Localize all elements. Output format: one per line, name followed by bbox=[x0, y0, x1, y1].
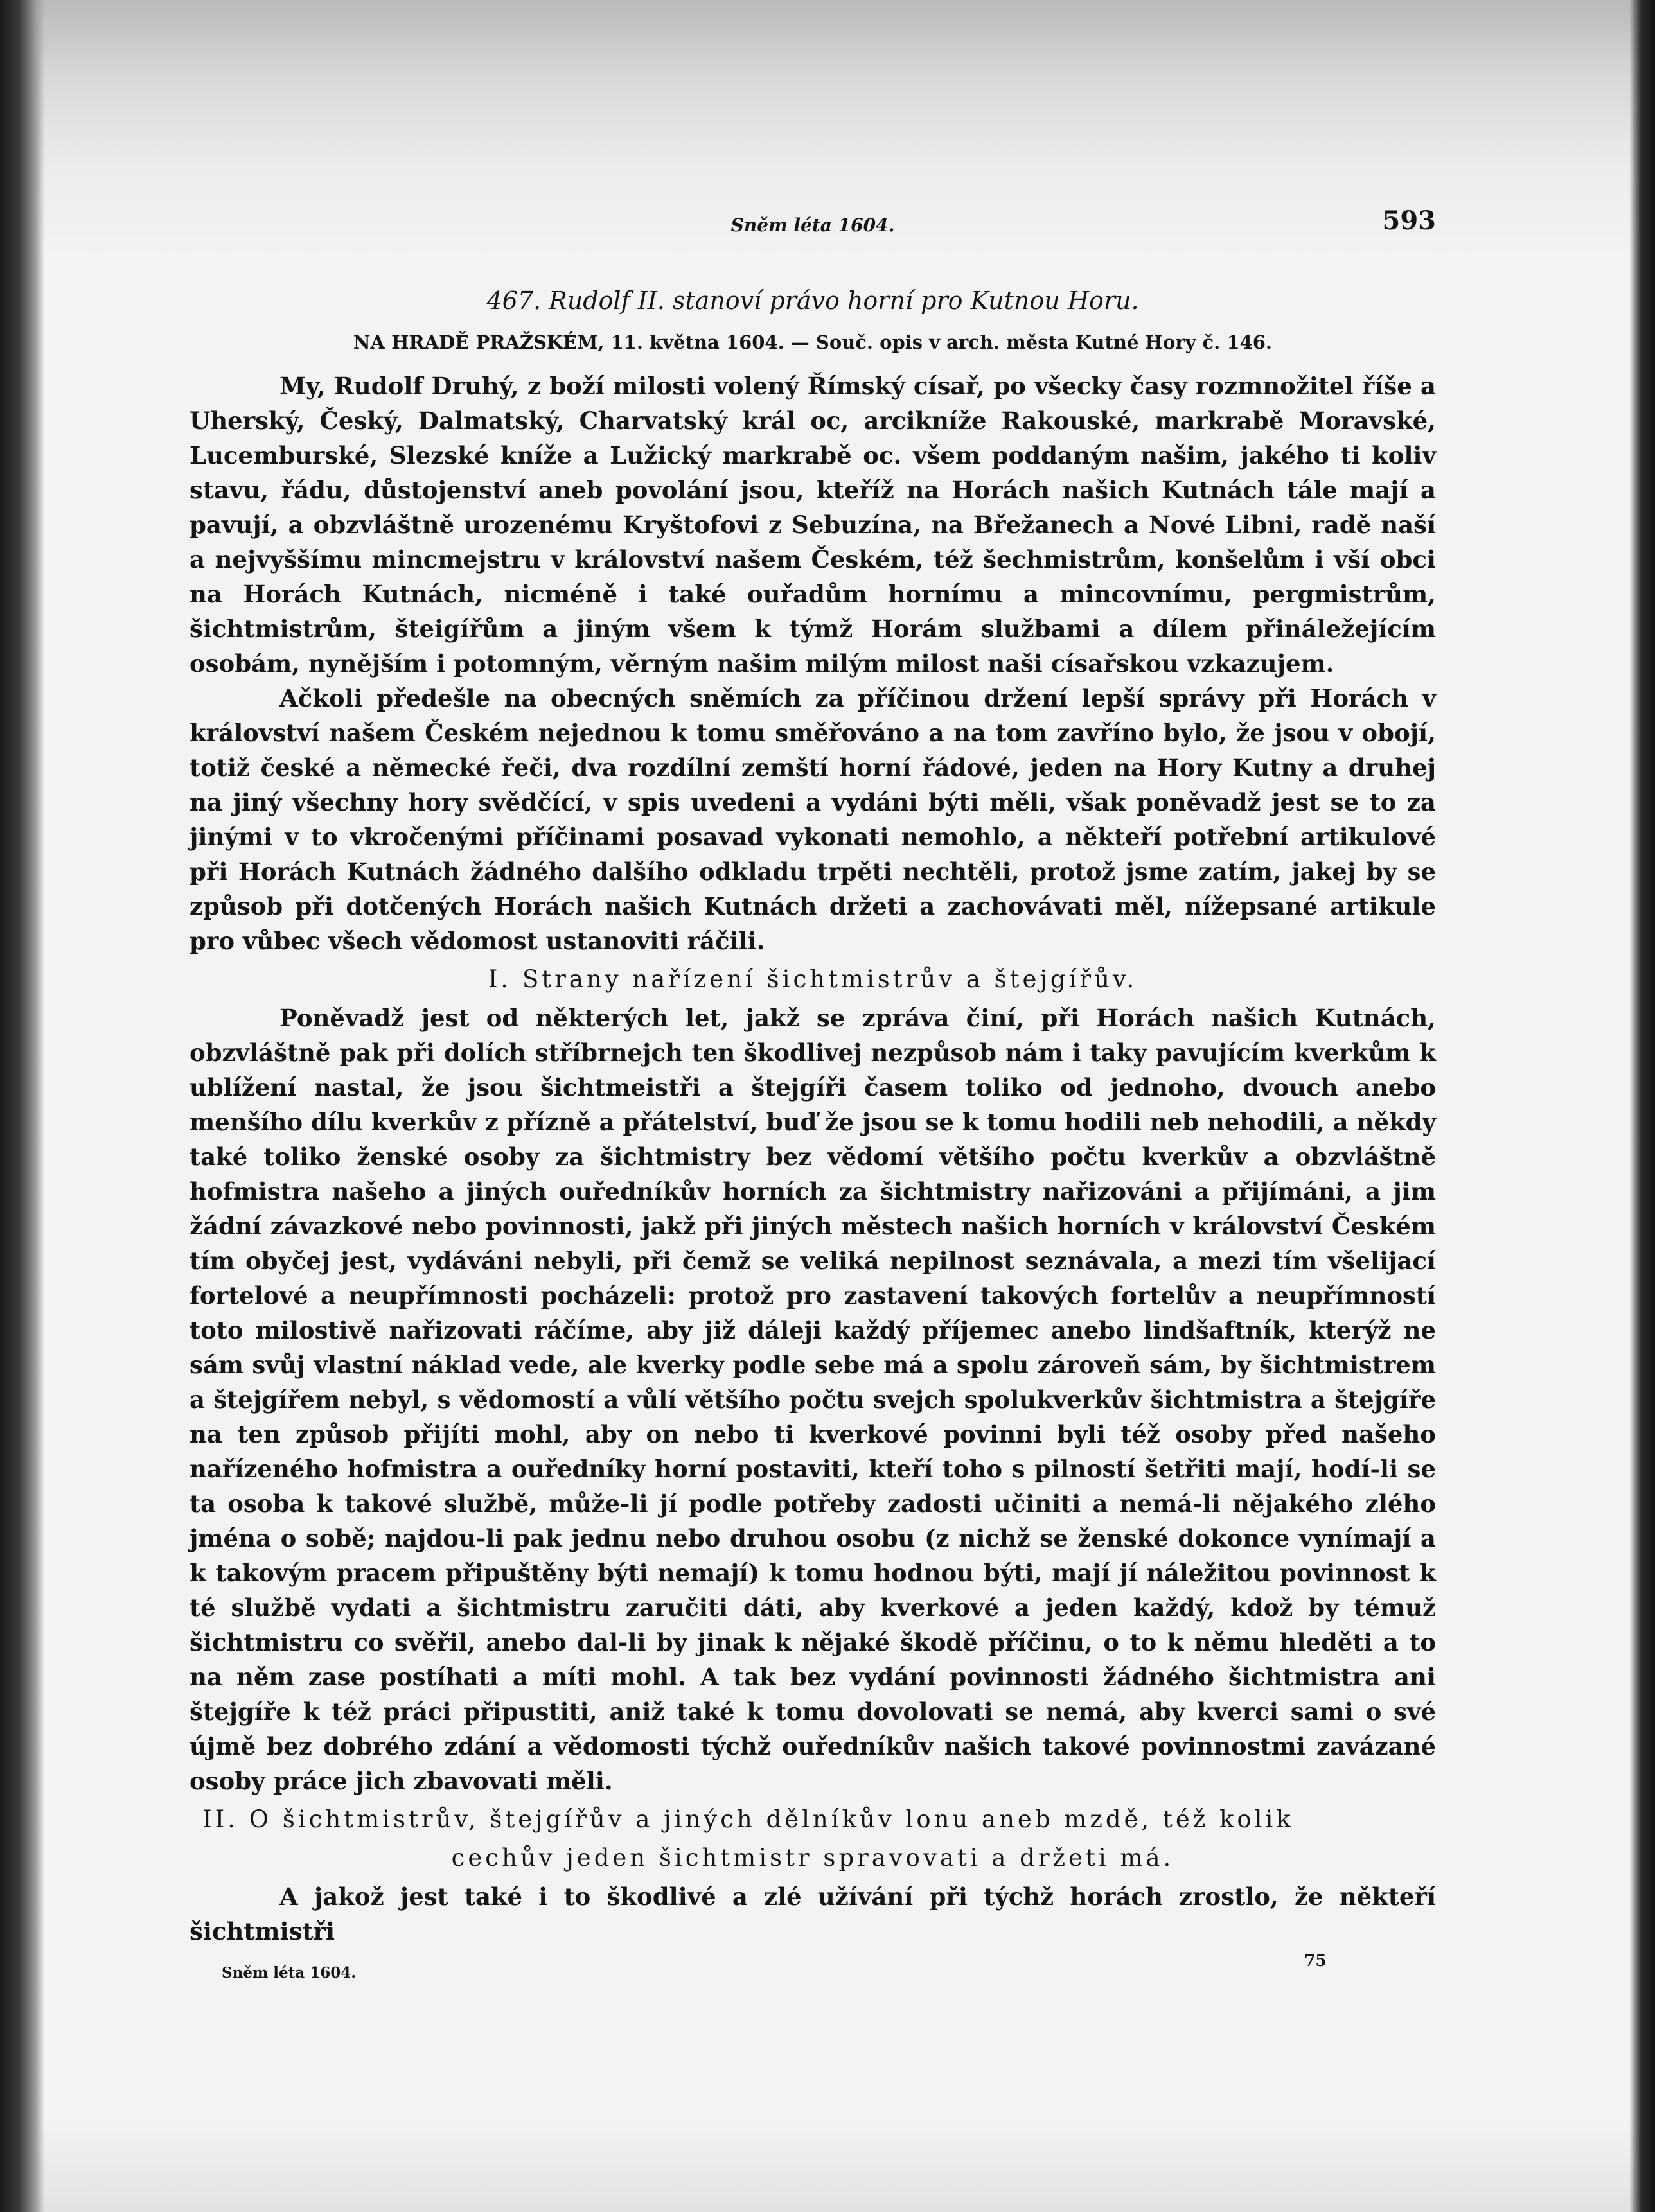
document-body bbox=[190, 369, 1436, 1949]
document-source: NA HRADĚ PRAŽSKÉM, 11. května 1604. — Souč. opis v arch. města Kutné Hory č. 146. bbox=[353, 331, 1272, 353]
page-footer bbox=[190, 1951, 1436, 1990]
footer-sheet-number: 75 bbox=[1304, 1951, 1327, 1970]
section-2-heading-line-1: II. O šichtmistrův, štejgířův a jiných dělníkův lonu aneb mzdě, též kolik bbox=[202, 1805, 1294, 1833]
footer-signature: Sněm léta 1604. bbox=[222, 1964, 357, 1981]
document-title-text: Rudolf II. stanoví právo horní pro Kutnou Horu. bbox=[549, 286, 1139, 315]
running-title: Sněm léta 1604. bbox=[730, 215, 895, 236]
section-1-heading: I. Strany nařízení šichtmistrův a štejgířův. bbox=[488, 965, 1138, 993]
scan-shadow-right bbox=[1629, 0, 1655, 2212]
document-title bbox=[190, 286, 1436, 315]
document-number: 467. bbox=[486, 286, 542, 315]
paragraph-intro: My, Rudolf Druhý, z boží milosti volený Římský císař, po všecky časy rozmnožitel říše a Uherský, Český, Dalmatský, Charvatský král oc, arcikníže Rakouské, markrabě Moravské, Lucemburské, Slezské kníže a Lužický markrabě oc. všem poddaným našim, jakého ti koliv stavu, řádu, důstojenství aneb povolání jsou, kteříž na Horách našich Kutnách tále mají a pavují, a obzvláštně urozenému Kryštofovi z Sebuzína, na Břežanech a Nové Libni, radě naší a nejvyššímu mincmejstru v království našem Českém, též šechmistrům, konšelům i vší obci na Horách Kutnách, nicméně i také ouřadům hornímu a mincovnímu, pergmistrům, šichtmistrům, šteigířům a jiným všem k týmž Horám službami a dílem přináležejícím osobám, nynějším i potomným, věrným našim milým milost naši císařskou vzkazujem. bbox=[190, 372, 1436, 678]
paragraph-preamble: Ačkoli předešle na obecných sněmích za příčinou držení lepší správy při Horách v království našem Českém nejednou k tomu směřováno a na tom zavříno bylo, že jsou v obojí, totiž české a německé řeči, dva rozdílní zemští horní řádové, jeden na Hory Kutny a druhej na jiný všechny hory svědčící, v spis uvedeni a vydáni býti měli, však poněvadž jest se to za jinými v to vkročenými příčinami posavad vykonati nemohlo, a někteří potřební artikulové při Horách Kutnách žádného dalšího odkladu trpěti nechtěli, protož jsme zatím, jakej by se způsob při dotčených Horách našich Kutnách držeti a zachovávati měl, nížepsané artikule pro vůbec všech vědomost ustanoviti ráčili. bbox=[190, 684, 1436, 955]
section-2-paragraph-start: A jakož jest také i to škodlivé a zlé užívání při týchž horách zrostlo, že někteří šichtmistři bbox=[190, 1883, 1436, 1945]
scan-shadow-left bbox=[0, 0, 45, 2212]
section-1-paragraph: Poněvadž jest od některých let, jakž se zpráva činí, při Horách našich Kutnách, obzvláštně pak při dolích stříbrnejch ten škodlivej nezpůsob nám i taky pavujícím kverkům k ublížení nastal, že jsou šichtmeistři a štejgíři časem toliko od jednoho, dvouch anebo menšího dílu kverkův z přízně a přátelství, buď že jsou se k tomu hodili neb nehodili, a někdy také toliko ženské osoby za šichtmistry bez vědomí většího počtu kverkův a obzvláštně hofmistra našeho a jiných ouředníkův horních za šichtmistry nařizováni a přijímáni, a jim žádní závazkové nebo povinnosti, jakž při jiných městech našich horních v království Českém tím obyčej jest, vydáváni nebyli, při čemž se veliká nepilnost seznávala, a mezi tím všelijací fortelové a neupřímnosti pocházeli: protož pro zastavení takových fortelův a neupřímností toto milostivě nařizovati ráčíme, aby již dáleji každý příjemec anebo lindšaftník, kterýž ne sám svůj vlastní náklad vede, ale kverky podle sebe má a spolu zároveň sám, by šichtmistrem a štejgířem nebyl, s vědomostí a vůlí většího počtu svejch spolukverkův šichtmistra a štejgíře na ten způsob přijíti mohl, aby on nebo ti kverkové povinni byli též osoby před našeho nařízeného hofmistra a ouředníky horní postaviti, kteří toho s pilností šetřiti mají, hodí-li se ta osoba k takové službě, může-li jí podle potřeby zadosti učiniti a nemá-li nějakého zlého jména o sobě; najdou-li pak jednu nebo druhou osobu (z nichž se ženské dokonce vynímají a k takovým pracem připuštěny býti nemají) k tomu hodnou býti, mají jí náležitou povinnost k té službě vydati a šichtmistru zaručiti dáti, aby kverkové a jeden každý, kdož by témuž šichtmistru co svěřil, anebo dal-li by jinak k nějaké škodě příčinu, o to k němu hleděti a to na něm zase postíhati a míti mohl. A tak bez vydání povinnosti žádného šichtmistra ani štejgíře k též práci připustiti, aniž také k tomu dovolovati se nemá, aby kverci sami o své újmě bez dobrého zdání a vědomosti týchž ouředníkův našich takové povinnostmi zavázané osoby práce jich zbavovati měli. bbox=[190, 1004, 1436, 1795]
section-2-heading-line-2: cechův jeden šichtmistr spravovati a držeti má. bbox=[451, 1844, 1174, 1872]
running-head bbox=[190, 206, 1436, 250]
page-number: 593 bbox=[1382, 206, 1436, 236]
page-content bbox=[190, 206, 1436, 1990]
